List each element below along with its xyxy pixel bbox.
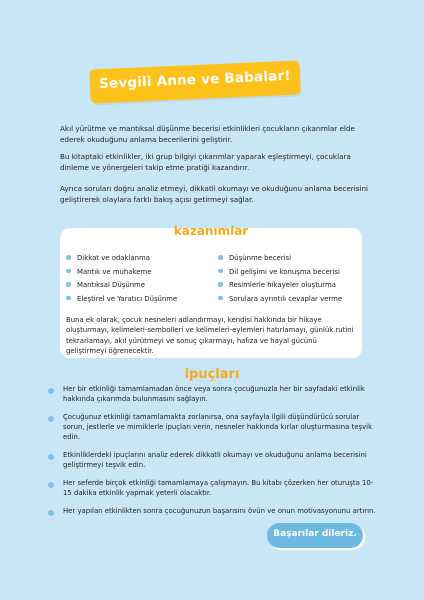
tip-text: Etkinliklerdeki ipuçlarını analiz ederek dikkatli okumayı ve okuduğunu anlama becerisini geliştirmeyi teşvik edin. — [63, 450, 367, 469]
kazanim-item — [66, 253, 177, 267]
kazanim-item — [218, 280, 342, 294]
ipuclari-list — [48, 385, 378, 525]
tip-text: Her yapılan etkinlikten sonra çocuğunuzun başarısını övün ve onun motivasyonunu artırın. — [63, 507, 376, 516]
kazanimlar-box — [60, 224, 362, 358]
bullet-icon — [218, 296, 223, 301]
kazanim-item — [66, 280, 177, 294]
tip-item — [48, 451, 378, 471]
bullet-icon — [218, 282, 223, 287]
intro-paragraph-1: Akıl yürütme ve mantıksal düşünme becerisi etkinlikleri çocukların çıkarımlar elde ederek okuduğunu anlama becerilerini geliştirir. — [60, 124, 355, 145]
kazanim-item — [218, 267, 342, 281]
closing-badge — [267, 523, 363, 548]
tip-text: Çocuğunuz etkinliği tamamlamakta zorlanırsa, ona sayfayla ilgili düşündürücü sorular sorun, jestlerle ve mimiklerle ipuçları verin, nesneler hakkında kırlar oluşturmasına teşvik edin. — [63, 413, 373, 441]
ipuclari-title: ipuçları — [184, 367, 240, 382]
kazanimlar-paragraph: Buna ek olarak, çocuk nesneleri adlandırmayı, kendisi hakkında bir hikaye oluşturmayı, kelimeleri-sembolleri ve kelimeleri-eylemleri hatırlamayı, günlük rutini tekrarlamayı, akıl yürütmeyi ve sonuç çıkarmayı, hafıza ve hayal gücünü geliştirmeyi öğrenecektir. — [66, 316, 354, 355]
kazanim-label: Düşünme becerisi — [229, 254, 292, 262]
bullet-icon — [66, 296, 71, 301]
kazanim-label: Eleştirel ve Yaratıcı Düşünme — [77, 294, 178, 303]
bullet-icon — [48, 416, 54, 422]
kazanim-label: Mantık ve muhakeme — [77, 267, 152, 276]
kazanimlar-title: kazanımlar — [173, 224, 249, 238]
intro-paragraph-3: Ayrıca soruları doğru analiz etmeyi, dikkatli okumayı ve okuduğunu anlama becerisini geliştirerek olaylara farklı bakış açısı getirmeyi sağlar. — [60, 184, 369, 205]
kazanim-label: Sorulara ayrıntılı cevaplar verme — [229, 294, 343, 303]
tip-item — [48, 413, 378, 442]
bullet-icon — [48, 388, 54, 394]
tip-item — [48, 385, 378, 405]
tip-item — [48, 507, 378, 517]
kazanim-label: Resimlerle hikayeler oluşturma — [229, 281, 336, 289]
page-title: Sevgili Anne ve Babalar! — [98, 67, 291, 93]
intro-paragraph-2: Bu kitaptaki etkinlikler, iki grup bilgiyi çıkarımlar yaparak eşleştirmeyi, çocuklara dinleme ve yönergeleri takip etme pratiği kazandırır. — [60, 152, 351, 173]
kazanim-item — [66, 294, 177, 308]
tip-text: Her bir etkinliği tamamlamadan önce veya sonra çocuğunuzla her bir sayfadaki etkinlik hakkında çıkarımda bulunmasını sağlayın. — [63, 385, 365, 403]
tip-text: Her seferde birçok etkinliği tamamlamaya çalışmayın. Bu kitabı çözerken her oturuşta 10-15 dakika etkinlik yapmak yeterli olacaktır. — [63, 479, 374, 497]
kazanim-item — [218, 253, 342, 267]
bullet-icon — [48, 482, 54, 488]
title-banner — [89, 60, 300, 103]
tip-item — [48, 479, 378, 499]
kazanim-label: Dil gelişimi ve konuşma becerisi — [229, 267, 340, 276]
bullet-icon — [66, 255, 71, 260]
kazanim-label: Mantıksal Düşünme — [77, 281, 146, 289]
kazanim-item — [66, 267, 177, 281]
bullet-icon — [218, 255, 223, 260]
kazanim-item — [218, 294, 342, 308]
bullet-icon — [48, 510, 54, 516]
kazanimlar-list-right — [218, 253, 342, 307]
bullet-icon — [48, 454, 54, 460]
closing-text: Başarılar dileriz. — [273, 529, 357, 539]
bullet-icon — [66, 269, 71, 274]
bullet-icon — [66, 282, 71, 287]
kazanim-label: Dikkat ve odaklanma — [77, 254, 150, 262]
kazanimlar-list-left — [66, 253, 177, 307]
bullet-icon — [218, 269, 223, 274]
